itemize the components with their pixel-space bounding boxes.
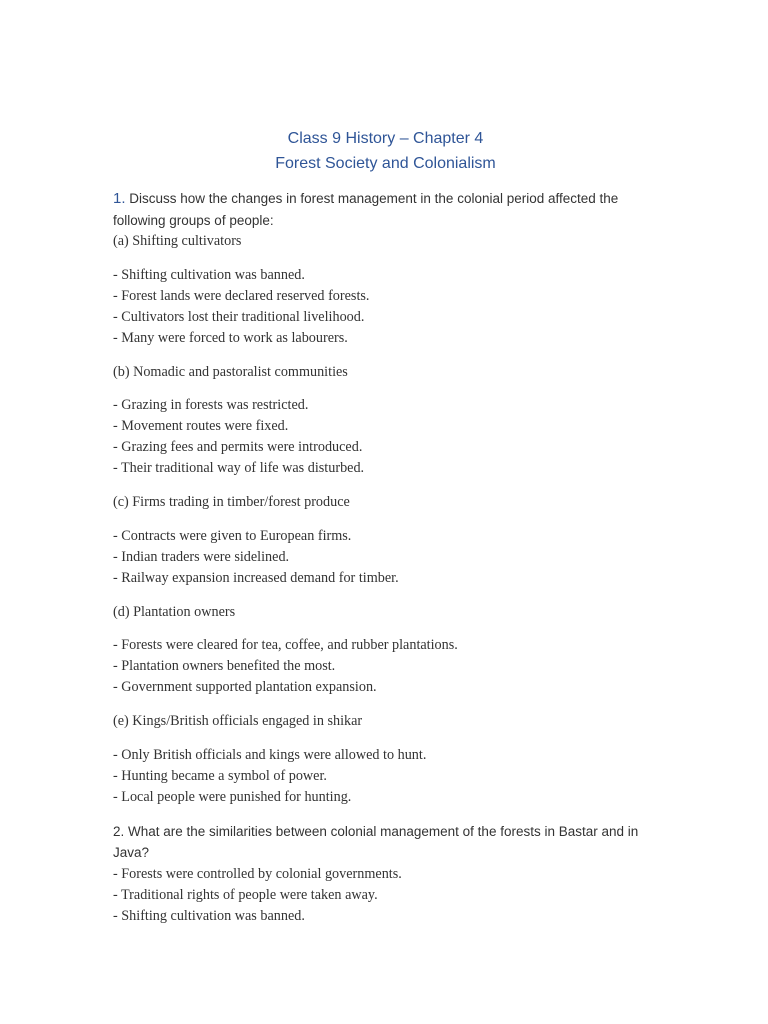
question-1-text: Discuss how the changes in forest management in the colonial period affected the following groups of people: — [113, 191, 619, 228]
list-item: - Many were forced to work as labourers. — [113, 329, 348, 346]
list-item: - Government supported plantation expansion. — [113, 679, 377, 695]
list-item: - Contracts were given to European firms. — [113, 527, 352, 544]
part-c-heading: (c) Firms trading in timber/forest produce — [113, 494, 350, 510]
part-a-heading: (a) Shifting cultivators — [113, 233, 242, 249]
title-line-1: Class 9 History – Chapter 4 — [287, 130, 484, 147]
list-item: - Hunting became a symbol of power. — [113, 767, 327, 784]
question-1-number: 1. — [113, 190, 126, 207]
part-e-points — [113, 745, 658, 808]
list-item: - Grazing in forests was restricted. — [113, 397, 309, 413]
list-item: - Railway expansion increased demand for timber. — [113, 569, 399, 586]
list-item: - Cultivators lost their traditional livelihood. — [113, 308, 365, 325]
list-item: - Plantation owners benefited the most. — [113, 658, 336, 674]
answer-part-e — [113, 711, 658, 808]
list-item: - Local people were punished for hunting. — [113, 788, 352, 805]
list-item: - Grazing fees and permits were introduced. — [113, 439, 363, 455]
list-item: - Forests were controlled by colonial governments. — [113, 865, 402, 882]
list-item: - Their traditional way of life was disturbed. — [113, 460, 365, 476]
answer-part-c — [113, 492, 658, 589]
answer-part-d — [113, 602, 658, 699]
list-item: - Shifting cultivation was banned. — [113, 907, 305, 924]
document-title — [113, 126, 658, 176]
part-a-points — [113, 265, 658, 349]
question-2-points — [113, 864, 658, 927]
question-2: 2. What are the similarities between colonial management of the forests in Bastar and in Java? — [113, 823, 639, 860]
question-1 — [113, 188, 658, 231]
document-page — [113, 126, 658, 927]
title-line-2: Forest Society and Colonialism — [275, 155, 496, 172]
list-item: - Traditional rights of people were taken away. — [113, 886, 378, 903]
part-b-points — [113, 395, 658, 479]
list-item: - Shifting cultivation was banned. — [113, 266, 305, 283]
list-item: - Forest lands were declared reserved forests. — [113, 287, 370, 304]
answer-part-b — [113, 362, 658, 480]
answer-part-a — [113, 231, 658, 349]
list-item: - Movement routes were fixed. — [113, 418, 289, 434]
part-d-points — [113, 635, 658, 698]
list-item: - Indian traders were sidelined. — [113, 548, 290, 565]
list-item: - Only British officials and kings were allowed to hunt. — [113, 746, 427, 763]
list-item: - Forests were cleared for tea, coffee, and rubber plantations. — [113, 637, 458, 653]
part-b-heading: (b) Nomadic and pastoralist communities — [113, 363, 348, 380]
part-d-heading: (d) Plantation owners — [113, 603, 236, 620]
part-c-points — [113, 526, 658, 589]
part-e-heading: (e) Kings/British officials engaged in shikar — [113, 713, 363, 729]
